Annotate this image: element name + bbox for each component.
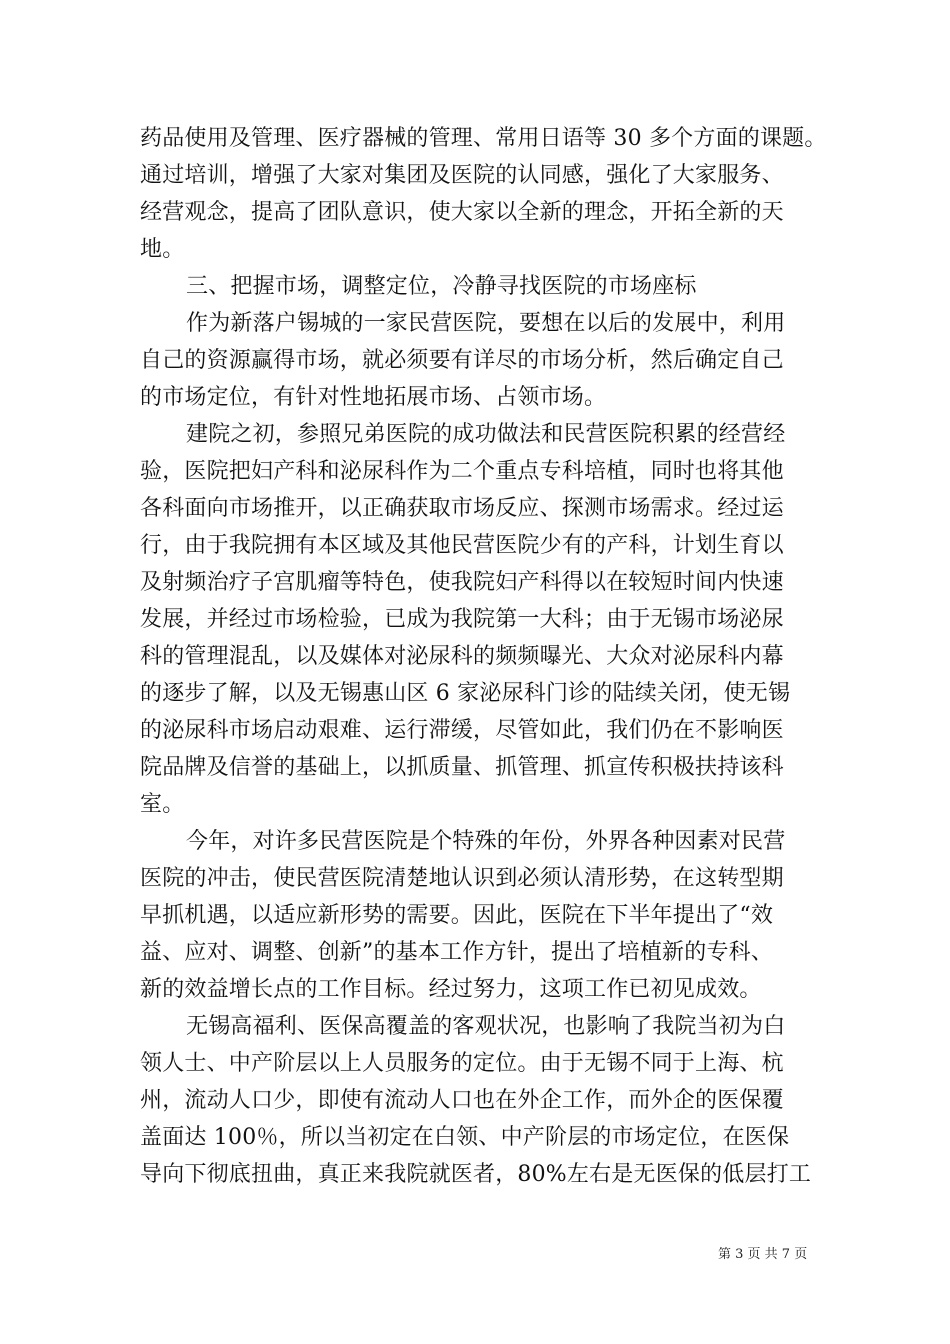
text-line: 地。 — [140, 237, 185, 262]
text-line: 发展，并经过市场检验，已成为我院第一大科；由于无锡市场泌尿 — [140, 607, 784, 632]
text-line: 及射频治疗子宫肌瘤等特色，使我院妇产科得以在较短时间内快速 — [140, 570, 784, 595]
text-line: 验，医院把妇产科和泌尿科作为二个重点专科培植，同时也将其他 — [140, 459, 784, 484]
text-line: 今年，对许多民营医院是个特殊的年份，外界各种因素对民营 — [186, 829, 786, 854]
text-line: 导向下彻底扭曲，真正来我院就医者，80%左右是无医保的低层打工 — [140, 1162, 812, 1187]
text-line: 院品牌及信誉的基础上，以抓质量、抓管理、抓宣传积极扶持该科 — [140, 755, 784, 780]
text-line: 益、应对、调整、创新”的基本工作方针，提出了培植新的专科、 — [140, 940, 774, 965]
text-line: 盖面达 100％，所以当初定在白领、中产阶层的市场定位，在医保 — [140, 1125, 790, 1150]
text-line: 科的管理混乱，以及媒体对泌尿科的频频曝光、大众对泌尿科内幕 — [140, 644, 784, 669]
text-line: 建院之初，参照兄弟医院的成功做法和民营医院积累的经营经 — [186, 422, 786, 447]
text-line: 室。 — [140, 792, 185, 817]
text-line: 的泌尿科市场启动艰难、运行滞缓，尽管如此，我们仍在不影响医 — [140, 718, 784, 743]
page-number: 第 3 页 共 7 页 — [718, 1247, 808, 1262]
text-line: 州，流动人口少，即使有流动人口也在外企工作，而外企的医保覆 — [140, 1088, 784, 1113]
text-line: 经营观念，提高了团队意识，使大家以全新的理念，开拓全新的天 — [140, 200, 784, 225]
text-line: 通过培训，增强了大家对集团及医院的认同感，强化了大家服务、 — [140, 163, 784, 188]
text-line: 早抓机遇，以适应新形势的需要。因此，医院在下半年提出了“效 — [140, 903, 774, 928]
document-body — [140, 120, 827, 1193]
text-line: 自己的资源赢得市场，就必须要有详尽的市场分析，然后确定自己 — [140, 348, 784, 373]
text-line: 各科面向市场推开，以正确获取市场反应、探测市场需求。经过运 — [140, 496, 784, 521]
text-line: 行，由于我院拥有本区域及其他民营医院少有的产科，计划生育以 — [140, 533, 784, 558]
text-line: 的逐步了解，以及无锡惠山区 6 家泌尿科门诊的陆续关闭，使无锡 — [140, 681, 791, 706]
text-line: 无锡高福利、医保高覆盖的客观状况，也影响了我院当初为白 — [186, 1014, 786, 1039]
section-heading: 三、把握市场，调整定位，冷静寻找医院的市场座标 — [186, 274, 697, 299]
text-line: 作为新落户锡城的一家民营医院，要想在以后的发展中，利用 — [186, 311, 786, 336]
text-line: 领人士、中产阶层以上人员服务的定位。由于无锡不同于上海、杭 — [140, 1051, 784, 1076]
text-line: 医院的冲击，使民营医院清楚地认识到必须认清形势，在这转型期 — [140, 866, 784, 891]
text-line: 药品使用及管理、医疗器械的管理、常用日语等 30 多个方面的课题。 — [140, 126, 827, 151]
text-line: 的市场定位，有针对性地拓展市场、占领市场。 — [140, 385, 607, 410]
text-line: 新的效益增长点的工作目标。经过努力，这项工作已初见成效。 — [140, 977, 762, 1002]
